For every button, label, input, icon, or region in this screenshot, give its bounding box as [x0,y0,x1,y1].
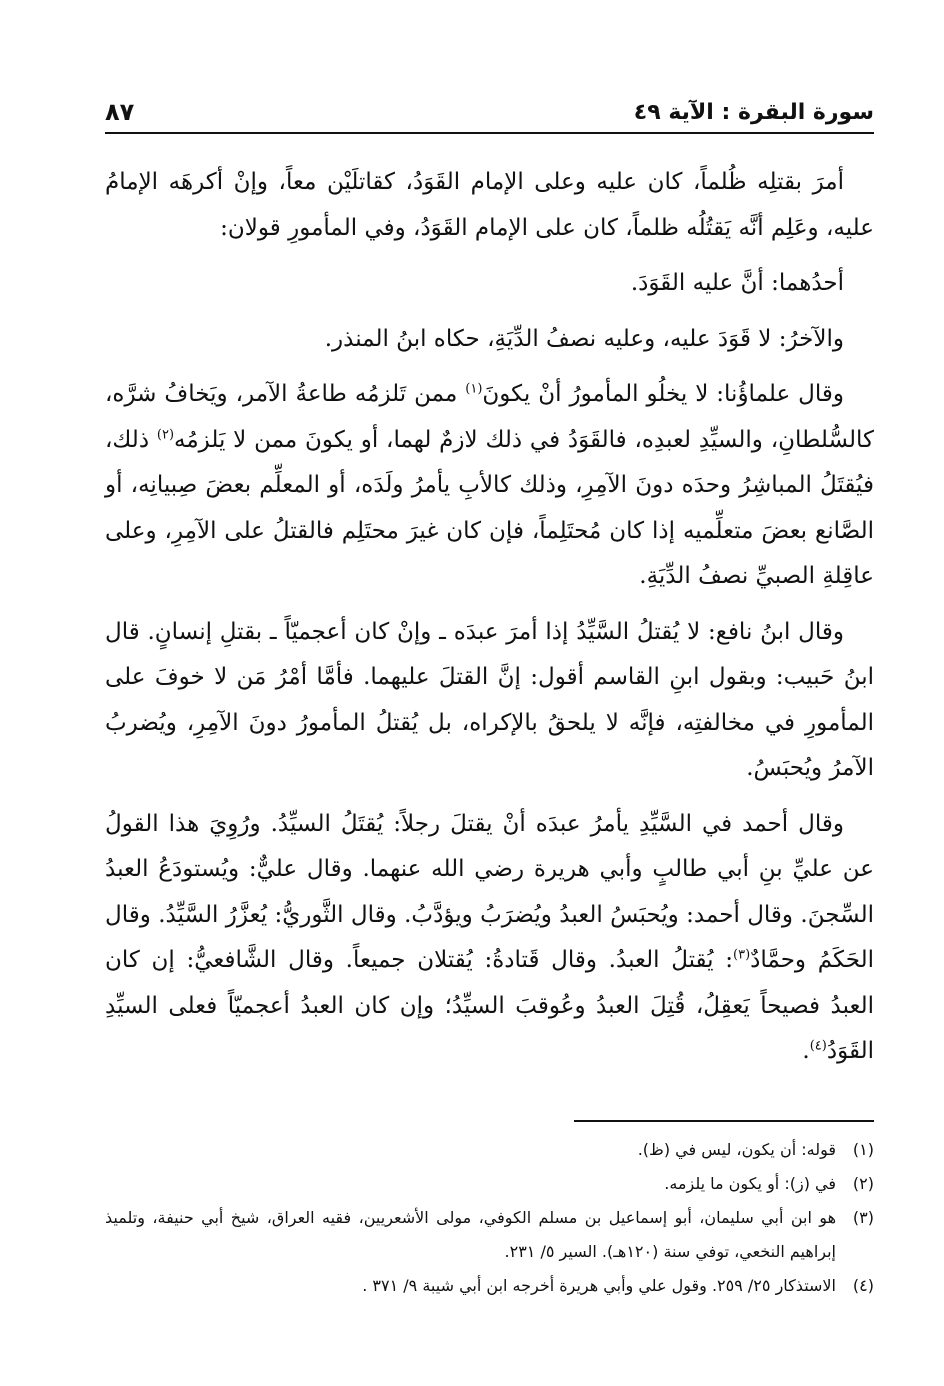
text-run: ممن تَلزمُه طاعةُ الآمر، ويَخافُ شرَّه، كالسُّلطانِ، والسيِّدِ لعبدِه، فالقَوَدُ في ذلك لازمٌ لهما، أو يكونَ ممن لا يَلزمُه [105,381,874,453]
footnote-text: قوله: أن يكون، ليس في (ظ). [637,1140,836,1159]
running-header [105,92,874,134]
footnote-text: هو ابن أبي سليمان، أبو إسماعيل بن مسلم الكوفي، مولى الأشعريين، فقيه العراق، شيخ أبي حنيفة، وتلميذ إبراهيم النخعي، توفي سنة (١٢٠هـ). السير ٥/ ٢٣١. [105,1208,836,1261]
footnote [105,1201,874,1269]
text-run: : يُقتلُ العبدُ. وقال قَتادةُ: يُقتلان جميعاً. وقال الشَّافعيُّ: إن كان العبدُ فصيحاً يَعقِلُ، قُتِلَ العبدُ وعُوقبَ السيِّدُ؛ وإن كان العبدُ أعجميّاً فعلى السيِّدِ القَوَدُ [105,947,874,1064]
paragraph [105,317,874,363]
footnote-marker: (٢) [156,426,175,442]
paragraph [105,802,874,1075]
text-run: ذلك، فيُقتَلُ المباشِرُ وحدَه دونَ الآمِرِ، وذلك كالأبِ يأمرُ ولَدَه، أو المعلِّم بعضَ صِبيانِه، أو الصَّانع بعضَ متعلِّميه إذا كان مُحتَلِماً، فإن كان غيرَ محتَلِم فالقتلُ على الآمِرِ، وعلى عاقِلةِ الصبيِّ نصفُ الدِّيَةِ. [105,426,874,589]
footnote [105,1133,874,1167]
footnote-marker: (٣) [733,947,751,963]
footnote-number: (٣) [852,1208,874,1227]
footnote [105,1269,874,1303]
header-title: سورة البقرة : الآية ٤٩ [633,99,874,125]
paragraph [105,160,874,251]
text-run: أحدُهما: أنَّ عليه القَوَدَ. [630,270,844,296]
text-run: وقال علماؤُنا: لا يخلُو المأمورُ أنْ يكونَ [482,381,844,407]
footnote-marker: (٤) [809,1038,827,1054]
footnote [105,1167,874,1201]
text-run: . [802,1038,810,1064]
footnote-number: (٢) [852,1174,874,1193]
text-run: والآخرُ: لا قَوَدَ عليه، وعليه نصفُ الدِّيَةِ، حكاه ابنُ المنذر. [324,325,844,352]
footnote-marker: (١) [465,381,483,397]
footnote-number: (١) [852,1140,874,1159]
main-text [105,160,874,1085]
page-number: ٨٧ [105,98,135,126]
footnotes [105,1133,874,1303]
footnote-divider [574,1120,874,1122]
footnote-text: الاستذكار ٢٥/ ٢٥٩. وقول علي وأبي هريرة أخرجه ابن أبي شيبة ٩/ ٣٧١ . [362,1276,836,1295]
footnote-text: في (ز): أو يكون ما يلزمه. [664,1174,836,1193]
text-run: وقال أحمد في السَّيِّدِ يأمرُ عبدَه أنْ يقتلَ رجلاً: يُقتَلُ السيِّدُ. ورُوِيَ هذا القولُ عن عليِّ بنِ أبي طالبٍ وأبي هريرة رضي الله عنهما. وقال عليٌّ: ويُستودَعُ العبدُ السِّجنَ. وقال أحمد: ويُحبَسُ العبدُ ويُضرَبُ ويؤدَّبُ. وقال الثَّوريُّ: يُعزَّرُ السَّيِّدُ. وقال الحَكَمُ وحمَّادٌ [105,810,874,973]
paragraph [105,372,874,600]
footnote-number: (٤) [852,1276,874,1295]
text-run: أمرَ بقتلِه ظُلماً، كان عليه وعلى الإمام القَوَدُ، كقاتلَيْن معاً، وإنْ أكرهَه الإمامُ عليه، وعَلِم أنَّه يَقتُلُه ظلماً، كان على الإمام القَوَدُ، وفي المأمورِ قولان: [105,169,874,241]
text-run: وقال ابنُ نافع: لا يُقتلُ السَّيِّدُ إذا أمرَ عبدَه ـ وإنْ كان أعجميّاً ـ بقتلِ إنسانٍ. قال ابنُ حَبيب: وبقول ابنِ القاسم أقول: إنَّ القتلَ عليهما. فأمَّا أمْرُ مَن لا خوفَ على المأمورِ في مخالفتِه، فإنَّه لا يلحقُ بالإكراه، بل يُقتلُ المأمورُ دونَ الآمِرِ، ويُضربُ الآمرُ ويُحبَسُ. [105,618,874,781]
paragraph [105,261,874,307]
paragraph [105,610,874,792]
